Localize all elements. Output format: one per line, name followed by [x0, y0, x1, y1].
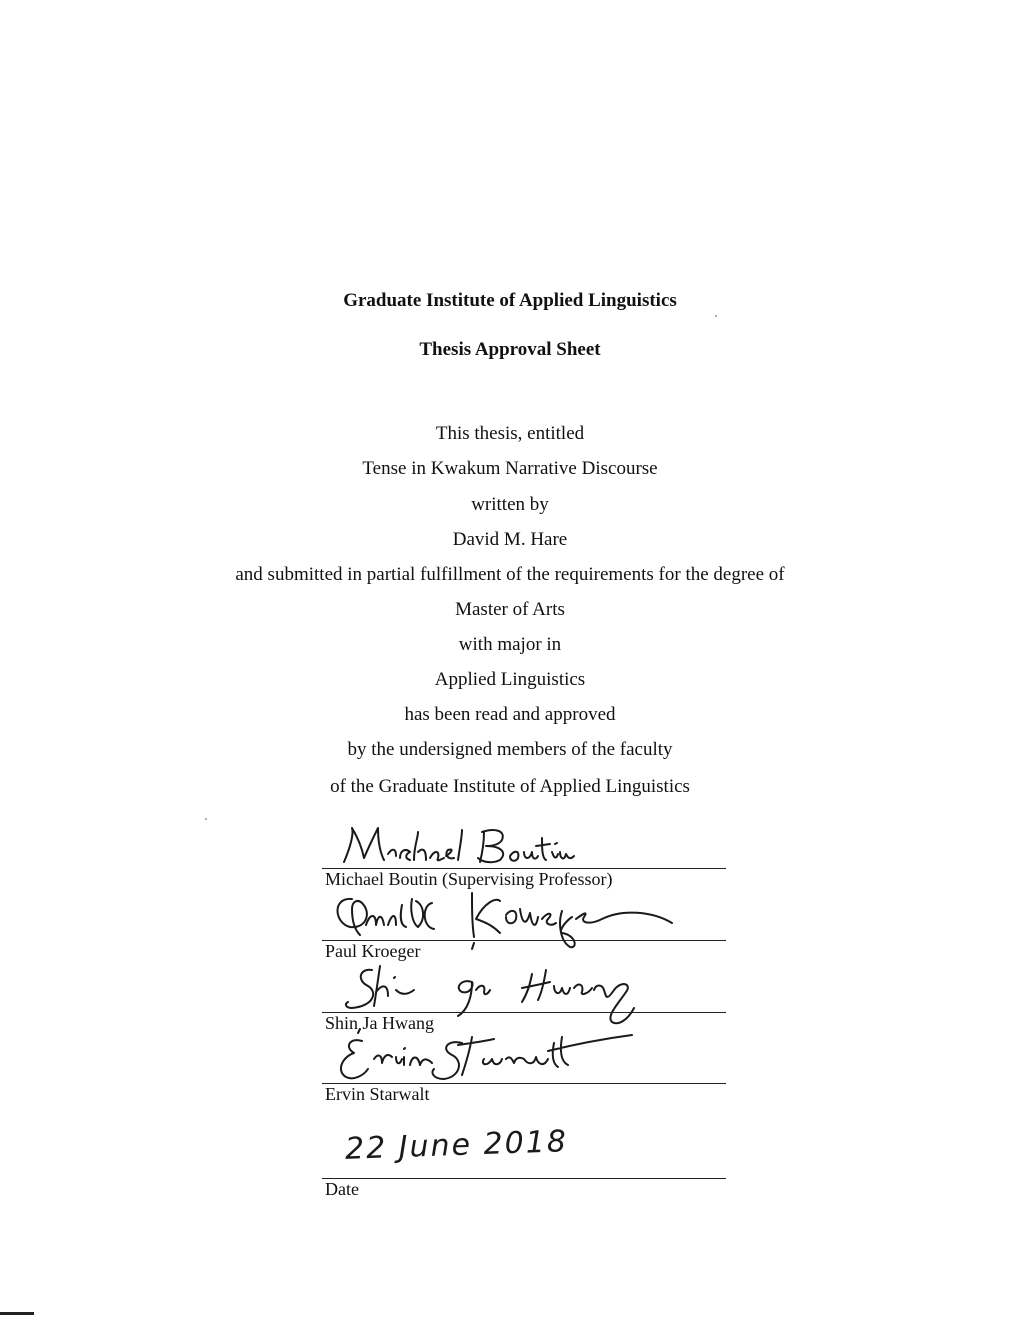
- statement-fulfillment: and submitted in partial fulfillment of the requirements for the degree of: [235, 564, 785, 585]
- signature-block-starwalt: [322, 1033, 726, 1104]
- author-name: David M. Hare: [452, 529, 568, 550]
- signatory-caption-kroeger: Paul Kroeger: [325, 941, 421, 961]
- signature-block-kroeger: [322, 889, 726, 961]
- signature-boutin-handwriting: [322, 818, 622, 870]
- signature-block-boutin: [322, 818, 726, 889]
- statement-intro: This thesis, entitled: [435, 423, 585, 444]
- signature-block-hwang: [322, 962, 726, 1033]
- statement-institute: of the Graduate Institute of Applied Linguistics: [330, 776, 690, 797]
- statement-major-in: with major in: [458, 634, 562, 655]
- thesis-title: Tense in Kwakum Narrative Discourse: [362, 458, 658, 479]
- institute-heading: Graduate Institute of Applied Linguistics: [343, 290, 677, 311]
- statement-written-by: written by: [471, 494, 549, 515]
- degree-name: Master of Arts: [455, 599, 565, 620]
- date-handwritten: 22 June 2018: [344, 1124, 569, 1167]
- signatory-caption-boutin: Michael Boutin (Supervising Professor): [325, 869, 613, 889]
- sheet-title: Thesis Approval Sheet: [419, 339, 601, 360]
- scan-speck: [205, 818, 207, 820]
- date-caption: Date: [325, 1179, 359, 1199]
- scan-edge-mark: [0, 1312, 34, 1315]
- date-line: [322, 1178, 726, 1179]
- scan-speck: [715, 315, 717, 317]
- statement-undersigned: by the undersigned members of the faculty: [347, 739, 673, 760]
- date-block: [322, 1128, 726, 1199]
- statement-approved: has been read and approved: [404, 704, 616, 725]
- major-name: Applied Linguistics: [434, 669, 586, 690]
- signatory-caption-hwang: Shin Ja Hwang: [325, 1013, 434, 1033]
- signatory-caption-starwalt: Ervin Starwalt: [325, 1084, 430, 1104]
